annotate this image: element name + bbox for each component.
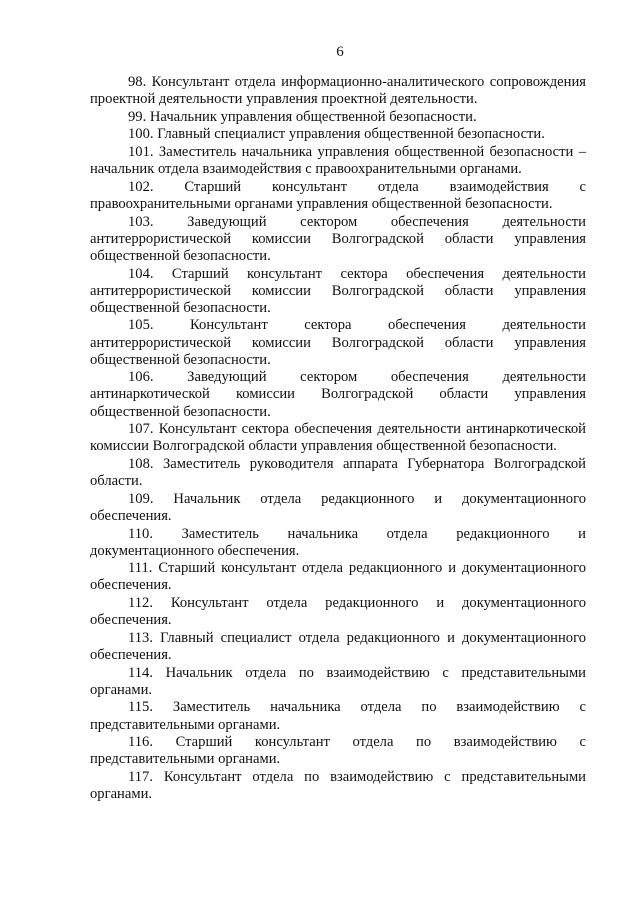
list-item xyxy=(90,491,586,525)
list-item-text: 106. Заведующий сектором обеспечения деятельности антинаркотической комиссии Волгоградской области управления общественной безопасности. xyxy=(90,369,586,420)
list-item-text: 114. Начальник отдела по взаимодействию с представительными органами. xyxy=(90,664,586,698)
list-item-text: 108. Заместитель руководителя аппарата Губернатора Волгоградской области. xyxy=(90,456,586,490)
list-item xyxy=(90,369,586,420)
position-list xyxy=(90,74,586,804)
list-item xyxy=(90,699,586,733)
list-item-text: 99. Начальник управления общественной безопасности. xyxy=(128,108,477,125)
list-item xyxy=(90,214,586,265)
list-item-text: 102. Старший консультант отдела взаимодействия с правоохранительными органами управления общественной безопасности. xyxy=(90,178,586,213)
list-item xyxy=(90,179,586,213)
list-item-text: 105. Консультант сектора обеспечения деятельности антитеррористической комиссии Волгоградской области управления общественной безопасности. xyxy=(90,317,586,368)
list-item xyxy=(90,595,586,629)
list-item-text: 113. Главный специалист отдела редакционного и документационного обеспечения. xyxy=(90,629,586,663)
list-item-text: 103. Заведующий сектором обеспечения деятельности антитеррористической комиссии Волгоградской области управления общественной безопасности. xyxy=(90,213,586,264)
list-item xyxy=(90,74,586,108)
list-item xyxy=(90,560,586,594)
list-item xyxy=(90,109,586,126)
list-item-text: 109. Начальник отдела редакционного и документационного обеспечения. xyxy=(90,490,586,524)
list-item-text: 107. Консультант сектора обеспечения деятельности антинаркотической комиссии Волгоградской области управления общественной безопасности. xyxy=(90,421,586,455)
list-item xyxy=(90,769,586,803)
page-number: 6 xyxy=(336,44,344,60)
list-item-text: 104. Старший консультант сектора обеспечения деятельности антитеррористической комиссии Волгоградской области управления общественной безопасности. xyxy=(90,265,586,316)
list-item xyxy=(90,734,586,768)
list-item-text: 115. Заместитель начальника отдела по взаимодействию с представительными органами. xyxy=(90,699,586,733)
list-item-text: 110. Заместитель начальника отдела редакционного и документационного обеспечения. xyxy=(90,525,586,559)
list-item-text: 100. Главный специалист управления общественной безопасности. xyxy=(128,126,545,143)
list-item xyxy=(90,526,586,560)
list-item-text: 111. Старший консультант отдела редакционного и документационного обеспечения. xyxy=(90,560,586,594)
list-item xyxy=(90,630,586,664)
list-item xyxy=(90,421,586,455)
list-item xyxy=(90,144,586,178)
list-item-text: 101. Заместитель начальника управления общественной безопасности – начальник отдела взаимодействия с правоохранительными органами. xyxy=(90,144,586,178)
list-item xyxy=(90,126,586,143)
list-item-text: 117. Консультант отдела по взаимодействию с представительными органами. xyxy=(90,769,586,803)
list-item-text: 116. Старший консультант отдела по взаимодействию с представительными органами. xyxy=(90,734,586,768)
list-item xyxy=(90,317,586,368)
list-item-text: 98. Консультант отдела информационно-аналитического сопровождения проектной деятельности управления проектной деятельности. xyxy=(90,74,586,108)
list-item xyxy=(90,456,586,490)
list-item xyxy=(90,266,586,317)
list-item xyxy=(90,665,586,699)
list-item-text: 112. Консультант отдела редакционного и документационного обеспечения. xyxy=(90,595,586,629)
